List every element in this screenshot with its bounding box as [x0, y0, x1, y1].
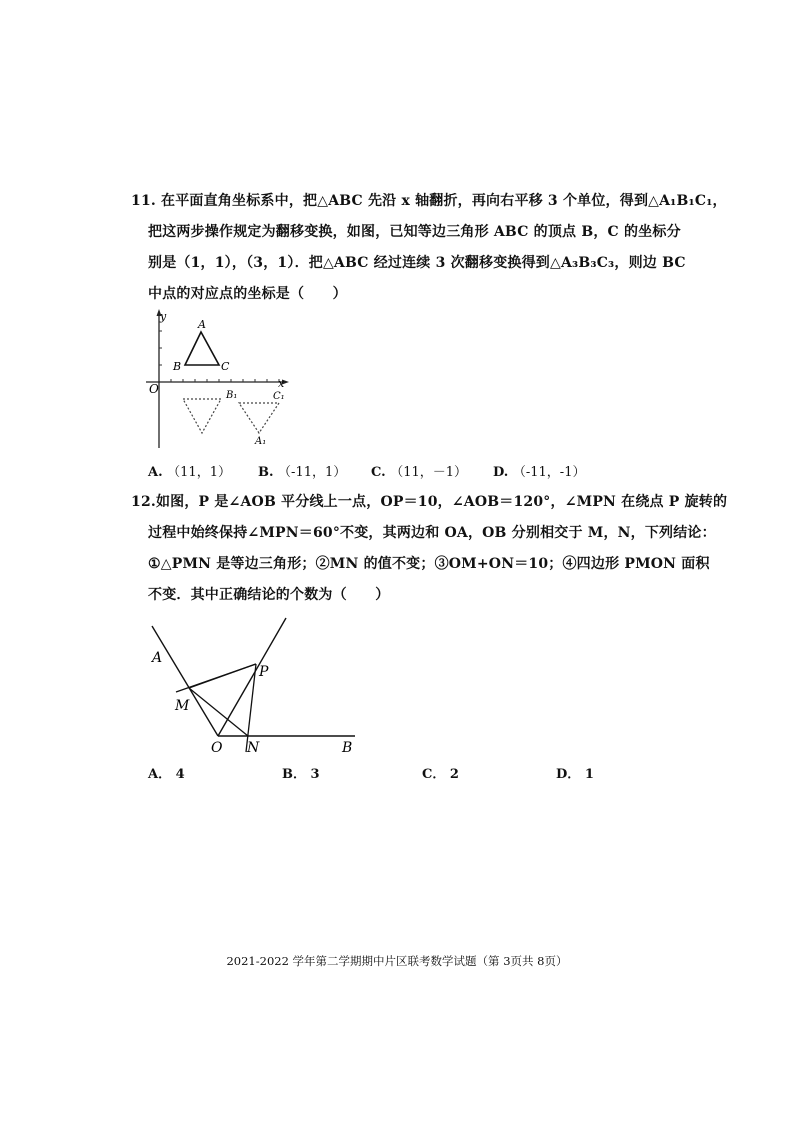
point-a-label: A: [198, 318, 206, 331]
q12-line-1: 12.如图，P 是∠AOB 平分线上一点，OP＝10，∠AOB＝120°，∠MPN 在绕点 P 旋转的: [131, 494, 728, 510]
q11-line-4: 中点的对应点的坐标是（ ）: [148, 286, 347, 302]
q12-line-3: ①△PMN 是等边三角形；②MN 的值不变；③OM+ON＝10；④四边形 PMON 面积: [148, 556, 710, 572]
q12-option-c-value: 2: [449, 767, 459, 782]
q12-line-2: 过程中始终保持∠MPN＝60°不变，其两边和 OA，OB 分别相交于 M，N，下列结论：: [148, 525, 716, 541]
q11-option-d-label: D.: [493, 465, 509, 480]
q12-option-d-value: 1: [584, 767, 594, 782]
point-c1-label: C₁: [273, 391, 285, 402]
q11-option-d-value: （-11，-1）: [512, 465, 586, 480]
point-a-label: A: [152, 650, 163, 666]
q11-coordinate-figure: [140, 305, 300, 453]
q12-line-4: 不变．其中正确结论的个数为（ ）: [148, 587, 390, 603]
q12-option-b: [282, 763, 320, 782]
point-o-label: O: [211, 740, 223, 756]
q11-option-b: [258, 461, 346, 480]
q11-option-b-label: B.: [258, 465, 274, 480]
q11-option-d: [493, 461, 585, 480]
q11-option-a-value: （11，1）: [167, 465, 231, 480]
x-axis-label: x: [278, 377, 285, 390]
q12-option-a-label: A．: [148, 767, 172, 782]
point-n-label: N: [247, 740, 260, 756]
q11-option-c-value: （11，－1）: [390, 465, 468, 480]
q12-angle-figure: [140, 612, 370, 757]
y-axis-label: y: [160, 310, 167, 323]
q11-option-a: [148, 461, 231, 480]
q12-option-c-label: C．: [422, 767, 446, 782]
q12-option-d: [556, 763, 594, 782]
point-b-label: B: [173, 360, 182, 373]
point-a1-label: A₁: [255, 436, 267, 447]
q11-line-2: 把这两步操作规定为翻移变换，如图，已知等边三角形 ABC 的顶点 B，C 的坐标分: [148, 224, 681, 240]
page-footer: 2021-2022 学年第二学期期中片区联考数学试题（第 3页共 8页）: [226, 954, 568, 968]
origin-label: O: [149, 382, 159, 396]
q12-option-a: [148, 763, 185, 782]
q11-line-1: 11. 在平面直角坐标系中，把△ABC 先沿 x 轴翻折，再向右平移 3 个单位，得到△A₁B₁C₁，: [131, 193, 727, 209]
q11-option-a-label: A.: [148, 465, 163, 480]
point-m-label: M: [175, 698, 190, 714]
q12-option-b-label: B．: [282, 767, 306, 782]
point-c-label: C: [221, 360, 230, 373]
q11-option-b-value: （-11，1）: [278, 465, 347, 480]
q11-option-c: [371, 461, 467, 480]
q12-option-b-value: 3: [310, 767, 320, 782]
triangle-abc: [185, 332, 219, 365]
q11-option-c-label: C.: [371, 465, 386, 480]
q12-option-a-value: 4: [175, 767, 185, 782]
point-p-label: P: [259, 664, 269, 680]
triangle-a1b1c1: [239, 403, 279, 433]
q12-option-c: [422, 763, 459, 782]
q12-option-d-label: D．: [556, 767, 581, 782]
triangle-dotted-1: [183, 399, 221, 433]
q11-line-3: 别是（1，1），（3，1）．把△ABC 经过连续 3 次翻移变换得到△A₃B₃C₃，则边 BC: [148, 255, 686, 271]
point-b-label: B: [342, 740, 353, 756]
point-b1-label: B₁: [226, 390, 238, 401]
